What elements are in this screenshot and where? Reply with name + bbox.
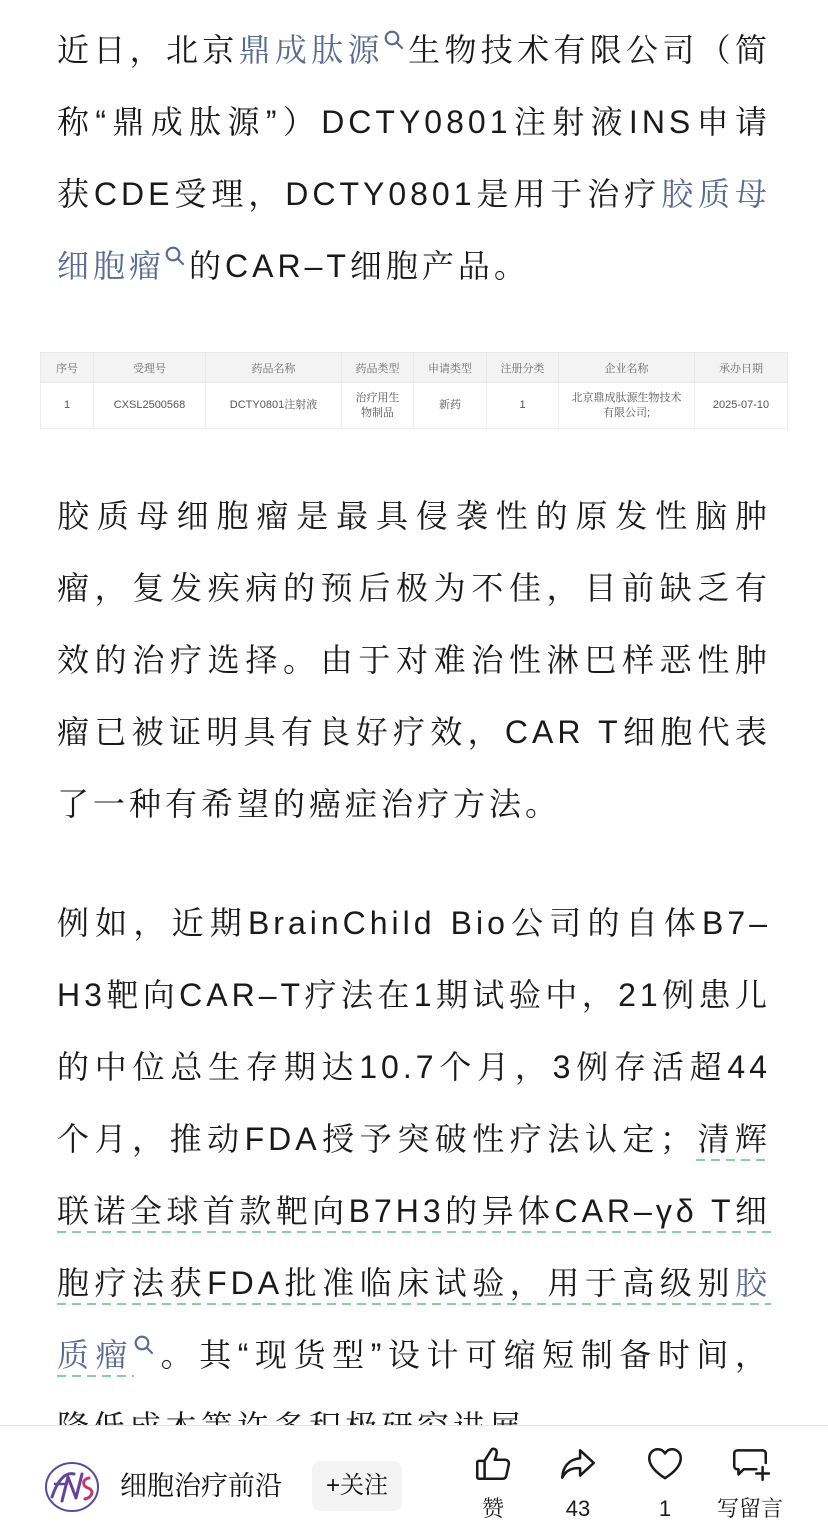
highlighted-keyword-link[interactable]: 质瘤 — [57, 1337, 134, 1377]
share-count: 43 — [565, 1496, 591, 1521]
search-icon[interactable] — [133, 1334, 155, 1356]
highlighted-quote[interactable]: 清辉 — [696, 1121, 771, 1161]
thumb-up-icon — [472, 1443, 514, 1485]
search-icon[interactable] — [383, 29, 405, 51]
highlighted-keyword-link[interactable]: 胶 — [735, 1265, 771, 1305]
text-run: 生物技术有限公司（简 — [407, 32, 771, 68]
text-line — [57, 14, 771, 86]
table-header: 序号 — [41, 353, 94, 383]
keyword-link[interactable]: 细胞瘤 — [57, 248, 166, 284]
text-line — [57, 552, 771, 624]
account-logo[interactable] — [43, 1458, 101, 1516]
follow-button[interactable]: +关注 — [312, 1461, 402, 1511]
table-cell: 1 — [487, 383, 559, 429]
table-header: 药品名称 — [206, 353, 342, 383]
text-line — [57, 1319, 771, 1391]
keyword-link[interactable]: 鼎成肽源 — [238, 32, 384, 68]
article-paragraph — [57, 14, 771, 302]
text-line — [57, 1175, 771, 1247]
search-icon[interactable] — [164, 245, 186, 267]
table-header: 受理号 — [94, 353, 206, 383]
table-header: 承办日期 — [695, 353, 788, 383]
table-cell: CXSL2500568 — [94, 383, 206, 429]
highlighted-quote[interactable]: 联诺全球首款靶向B7H3的异体CAR–γδ T细 — [57, 1193, 771, 1233]
registration-table — [40, 352, 788, 429]
share-icon — [557, 1443, 599, 1485]
text-line — [57, 696, 771, 768]
text-line — [57, 480, 771, 552]
text-line — [57, 1031, 771, 1103]
keyword-link[interactable]: 胶质母 — [661, 176, 771, 212]
article-body — [57, 14, 771, 1463]
text-run: 例如，近期BrainChild Bio公司的自体B7– — [57, 905, 771, 941]
table-cell: 新药 — [414, 383, 487, 429]
table-row — [41, 383, 788, 429]
text-run: 个月，推动FDA授予突破性疗法认定； — [57, 1121, 696, 1157]
table-cell: 北京鼎成肽源生物技术 有限公司; — [559, 383, 695, 429]
table-header: 申请类型 — [414, 353, 487, 383]
text-run: 瘤，复发疾病的预后极为不佳，目前缺乏有 — [57, 570, 771, 606]
text-run: H3靶向CAR–T疗法在1期试验中，21例患儿 — [57, 977, 771, 1013]
heart-icon — [644, 1443, 686, 1485]
highlighted-quote[interactable]: 胞疗法获FDA批准临床试验，用于高级别 — [57, 1265, 735, 1305]
text-line — [57, 887, 771, 959]
text-line — [57, 1103, 771, 1175]
text-line — [57, 624, 771, 696]
table-header: 注册分类 — [487, 353, 559, 383]
text-line — [57, 230, 771, 302]
comment-label: 写留言 — [716, 1496, 783, 1521]
account-name[interactable]: 细胞治疗前沿 — [120, 1471, 282, 1501]
text-run: 。其“现货型”设计可缩短制备时间， — [158, 1337, 771, 1373]
article-paragraph — [57, 887, 771, 1463]
text-line — [57, 1247, 771, 1319]
text-line — [57, 768, 771, 840]
comment-icon — [729, 1443, 771, 1485]
table-cell: 治疗用生 物制品 — [342, 383, 414, 429]
text-run: 获CDE受理，DCTY0801是用于治疗 — [57, 176, 662, 212]
text-run: 了一种有希望的癌症治疗方法。 — [57, 786, 562, 822]
table-header: 药品类型 — [342, 353, 414, 383]
table-header: 企业名称 — [559, 353, 695, 383]
bottom-action-bar — [0, 1425, 828, 1535]
text-line — [57, 959, 771, 1031]
text-run: 瘤已被证明具有良好疗效，CAR T细胞代表 — [57, 714, 771, 750]
table-cell: 2025-07-10 — [695, 383, 788, 429]
text-line — [57, 86, 771, 158]
article-paragraph — [57, 480, 771, 840]
text-run: 的CAR–T细胞产品。 — [189, 248, 530, 284]
text-run: 称“鼎成肽源”）DCTY0801注射液INS申请 — [57, 104, 771, 140]
text-run: 的中位总生存期达10.7个月，3例存活超44 — [57, 1049, 771, 1085]
like-label: 赞 — [481, 1496, 504, 1521]
favorite-count: 1 — [658, 1496, 672, 1521]
text-line — [57, 158, 771, 230]
table-cell: DCTY0801注射液 — [206, 383, 342, 429]
text-run: 效的治疗选择。由于对难治性淋巴样恶性肿 — [57, 642, 771, 678]
text-run: 胶质母细胞瘤是最具侵袭性的原发性脑肿 — [57, 498, 771, 534]
table-header-row — [41, 353, 788, 383]
registration-table-image[interactable] — [40, 352, 787, 429]
table-cell: 1 — [41, 383, 94, 429]
text-run: 近日，北京 — [57, 32, 239, 68]
comment-button[interactable] — [695, 1443, 805, 1533]
